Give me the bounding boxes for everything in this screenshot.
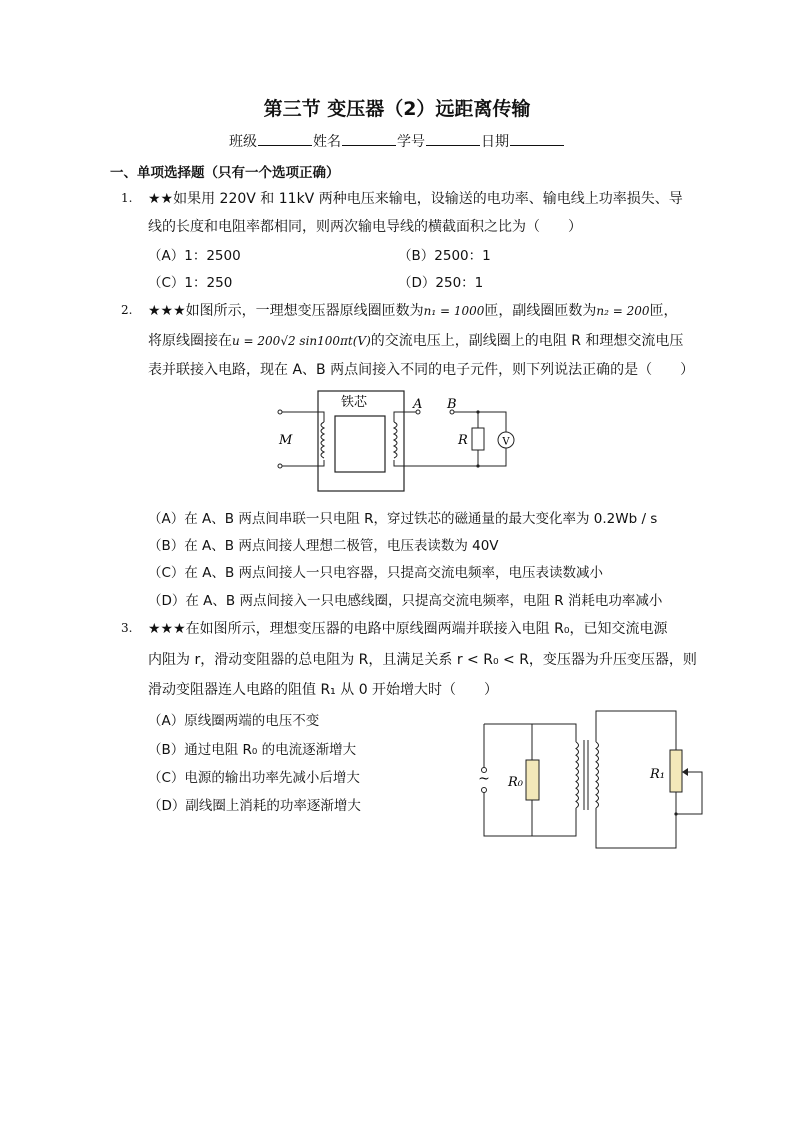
q3-option-c: （C）电源的输出功率先减小后增大 (148, 770, 360, 786)
q2-option-a: （A）在 A、B 两点间串联一只电阻 R，穿过铁芯的磁通量的最大变化率为 0.2Wb / s (148, 511, 658, 527)
page-title: 第三节 变压器（2）远距离传输 (263, 98, 531, 120)
date-label: 日期 (481, 134, 509, 150)
q3-circuit-figure (470, 708, 720, 854)
q2-option-c: （C）在 A、B 两点间接人一只电容器，只提高交流电频率，电压表读数减小 (148, 565, 604, 581)
q3-option-d: （D）副线圈上消耗的功率逐渐增大 (148, 798, 361, 814)
q2-line1-c: 匝， (649, 303, 678, 319)
voltmeter-label: V (502, 436, 510, 448)
q3-line2: 内阻为 r，滑动变阻器的总电阻为 R，且满足关系 r < R₀ < R，变压器为升压变压器，则 (148, 652, 697, 668)
source-label: M (279, 433, 293, 448)
q1-option-a: （A）1：2500 (148, 248, 241, 264)
name-blank (342, 131, 396, 146)
q2-line1-b: 匝，副线圈匝数为 (484, 303, 597, 319)
r1-label: R₁ (650, 767, 665, 782)
q2-n2: n₂ = 200 (596, 304, 650, 318)
resistor-r (472, 428, 484, 450)
q1-option-b: （B）2500：1 (398, 248, 491, 264)
q3-option-b: （B）通过电阻 R₀ 的电流逐渐增大 (148, 742, 357, 758)
q2-line2-a: 将原线圈接在 (148, 333, 232, 349)
q3-secondary-coil (596, 742, 599, 808)
q3-line1: ★★★在如图所示，理想变压器的电路中原线圈两端并联接入电阻 R₀，已知交流电源 (148, 621, 668, 637)
terminal-b-label: B (447, 397, 457, 412)
q2-line2 (148, 330, 683, 350)
id-blank (426, 131, 480, 146)
ac-source-symbol: ~ (478, 771, 490, 787)
q2-line3: 表并联接入电路，现在 A、B 两点间接入不同的电子元件，则下列说法正确的是（ ） (148, 362, 695, 378)
q1-line2: 线的长度和电阻率都相同，则两次输电导线的横截面积之比为（ ） (148, 219, 582, 235)
q2-circuit-figure (268, 388, 528, 500)
q1-option-c: （C）1：250 (148, 275, 233, 291)
q3-option-a: （A）原线圈两端的电压不变 (148, 713, 320, 729)
date-blank (510, 131, 564, 146)
q3-number: 3. (121, 621, 133, 635)
terminal-a-label: A (413, 397, 423, 412)
core-label: 铁芯 (340, 395, 368, 410)
q1-option-d: （D）250：1 (398, 275, 484, 291)
q3-line3: 滑动变阻器连人电路的阻值 R₁ 从 0 开始增大时（ ） (148, 682, 499, 698)
q2-option-b: （B）在 A、B 两点间接人理想二极管，电压表读数为 40V (148, 538, 499, 554)
q2-line1 (148, 300, 678, 320)
q2-n1: n₁ = 1000 (423, 304, 485, 318)
resistor-r0 (526, 760, 539, 800)
class-label: 班级 (229, 134, 257, 150)
rheostat-r1 (670, 750, 682, 792)
resistor-label: R (458, 433, 468, 448)
q3-primary-coil (576, 742, 579, 808)
q2-line1-a: ★★★如图所示，一理想变压器原线圈匝数为 (148, 303, 424, 319)
q1-line1: ★★如果用 220V 和 11kV 两种电压来输电，设输送的电功率、输电线上功率损失、导 (148, 191, 683, 207)
r0-label: R₀ (508, 775, 523, 790)
q1-number: 1. (121, 191, 133, 205)
q2-number: 2. (121, 303, 133, 317)
student-info-line (0, 131, 794, 151)
q2-voltage-expr: u = 200√2 sin100πt(V) (232, 334, 371, 348)
name-label: 姓名 (313, 134, 341, 150)
q2-line2-b: 的交流电压上，副线圈上的电阻 R 和理想交流电压 (370, 333, 684, 349)
secondary-coil (394, 422, 397, 458)
class-blank (258, 131, 312, 146)
core-inner (335, 416, 385, 472)
section-heading: 一、单项选择题（只有一个选项正确） (110, 165, 340, 181)
primary-coil (321, 422, 324, 458)
q2-option-d: （D）在 A、B 两点间接入一只电感线圈，只提高交流电频率，电阻 R 消耗电功率减小 (148, 593, 663, 609)
id-label: 学号 (397, 134, 425, 150)
